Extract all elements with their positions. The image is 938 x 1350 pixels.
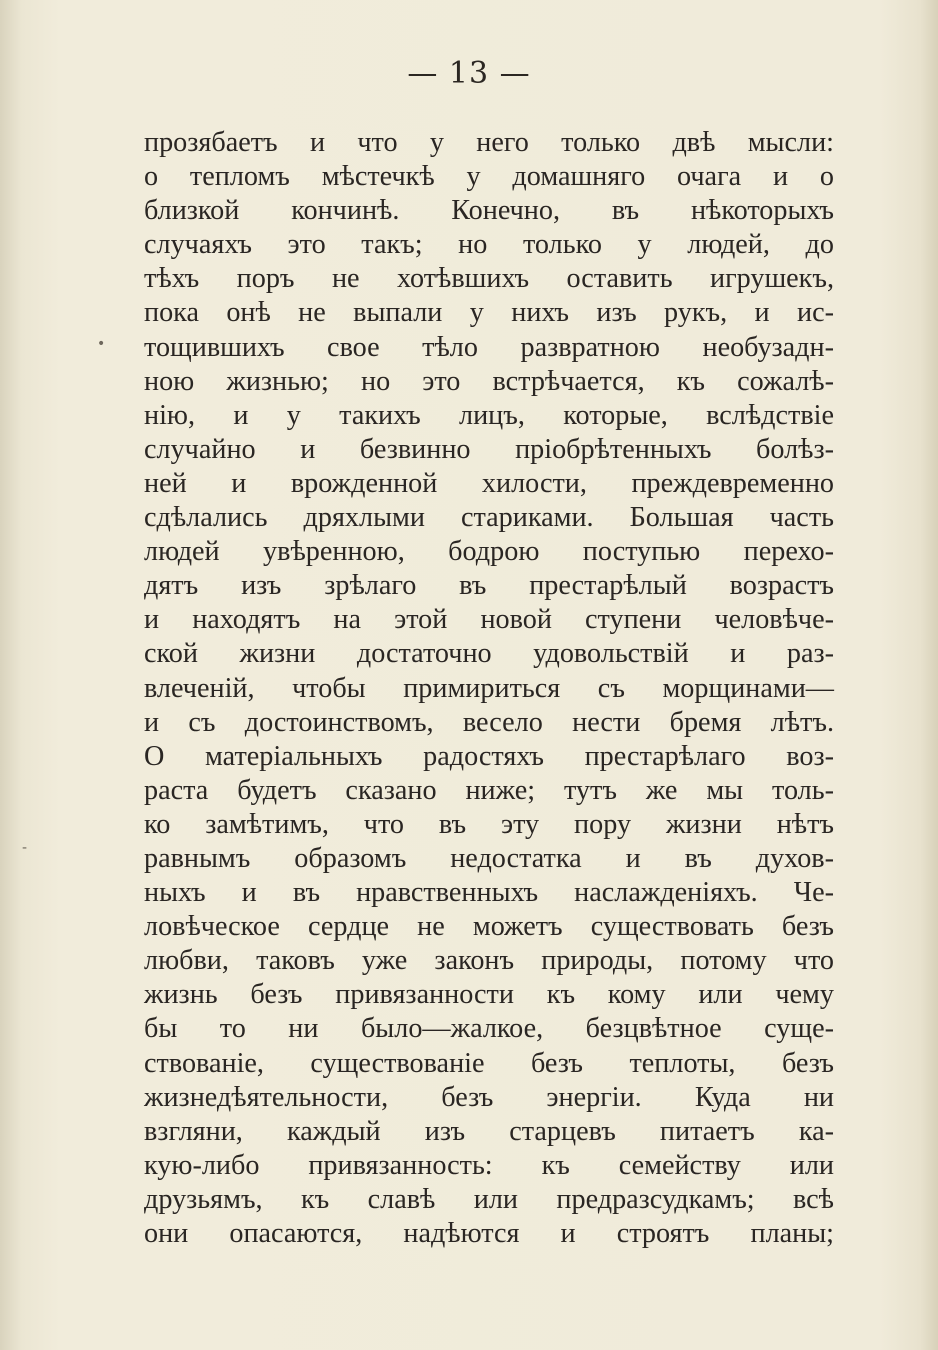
text-line: влеченій, чтобы примириться съ морщинами—: [144, 672, 834, 704]
text-line: и съ достоинствомъ, весело нести бремя лѣтъ.: [144, 706, 834, 738]
text-line: тощившихъ свое тѣло развратною необузадн-: [144, 331, 834, 363]
text-line: случайно и безвинно пріобрѣтенныхъ болѣз-: [144, 433, 834, 465]
text-line: случаяхъ это такъ; но только у людей, до: [144, 229, 834, 261]
margin-dot: •: [97, 336, 106, 352]
body-text: [144, 126, 834, 1251]
text-line: бы то ни было—жалкое, безцвѣтное суще-: [144, 1013, 834, 1045]
text-line: ныхъ и въ нравственныхъ наслажденіяхъ. Че-: [144, 877, 834, 909]
text-line: ской жизни достаточно удовольствій и раз-: [144, 638, 834, 670]
text-line: прозябаетъ и что у него только двѣ мысли:: [144, 127, 834, 158]
text-line: ствованіе, существованіе безъ теплоты, безъ: [144, 1047, 834, 1079]
text-line: равнымъ образомъ недостатка и въ духов-: [144, 842, 834, 874]
text-line: любви, таковъ уже законъ природы, потому что: [144, 945, 834, 977]
margin-tick: ‐: [22, 840, 28, 856]
text-line: близкой кончинѣ. Конечно, въ нѣкоторыхъ: [144, 195, 834, 227]
page-number: — 13 —: [407, 56, 531, 91]
text-line: людей увѣренною, бодрою поступью перехо-: [144, 536, 834, 568]
text-line: жизнь безъ привязанности къ кому или чему: [144, 979, 834, 1011]
text-line: сдѣлались дряхлыми стариками. Большая часть: [144, 502, 834, 534]
text-line: и находятъ на этой новой ступени человѣче-: [144, 604, 834, 636]
text-line: ною жизнью; но это встрѣчается, къ сожалѣ-: [144, 365, 834, 397]
text-line: дятъ изъ зрѣлаго въ престарѣлый возрастъ: [144, 570, 834, 602]
text-line: взгляни, каждый изъ старцевъ питаетъ ка-: [144, 1115, 834, 1147]
text-line: О матеріальныхъ радостяхъ престарѣлаго воз-: [144, 740, 834, 772]
text-line: о тепломъ мѣстечкѣ у домашняго очага и о: [144, 161, 834, 193]
text-line: жизнедѣятельности, безъ энергіи. Куда ни: [144, 1081, 834, 1113]
text-line: ней и врожденной хилости, преждевременно: [144, 467, 834, 499]
text-line: ловѣческое сердце не можетъ существовать безъ: [144, 911, 834, 943]
text-line: кую-либо привязанность: къ семейству или: [144, 1149, 834, 1181]
text-line: тѣхъ поръ не хотѣвшихъ оставить игрушекъ,: [144, 263, 834, 295]
text-line: они опасаются, надѣются и строятъ планы;: [144, 1218, 834, 1249]
text-line: пока онѣ не выпали у нихъ изъ рукъ, и ис-: [144, 297, 834, 329]
text-line: нію, и у такихъ лицъ, которые, вслѣдствіе: [144, 399, 834, 431]
text-line: ко замѣтимъ, что въ эту пору жизни нѣтъ: [144, 808, 834, 840]
text-line: друзьямъ, къ славѣ или предразсудкамъ; всѣ: [144, 1183, 834, 1215]
text-line: раста будетъ сказано ниже; тутъ же мы толь-: [144, 774, 834, 806]
